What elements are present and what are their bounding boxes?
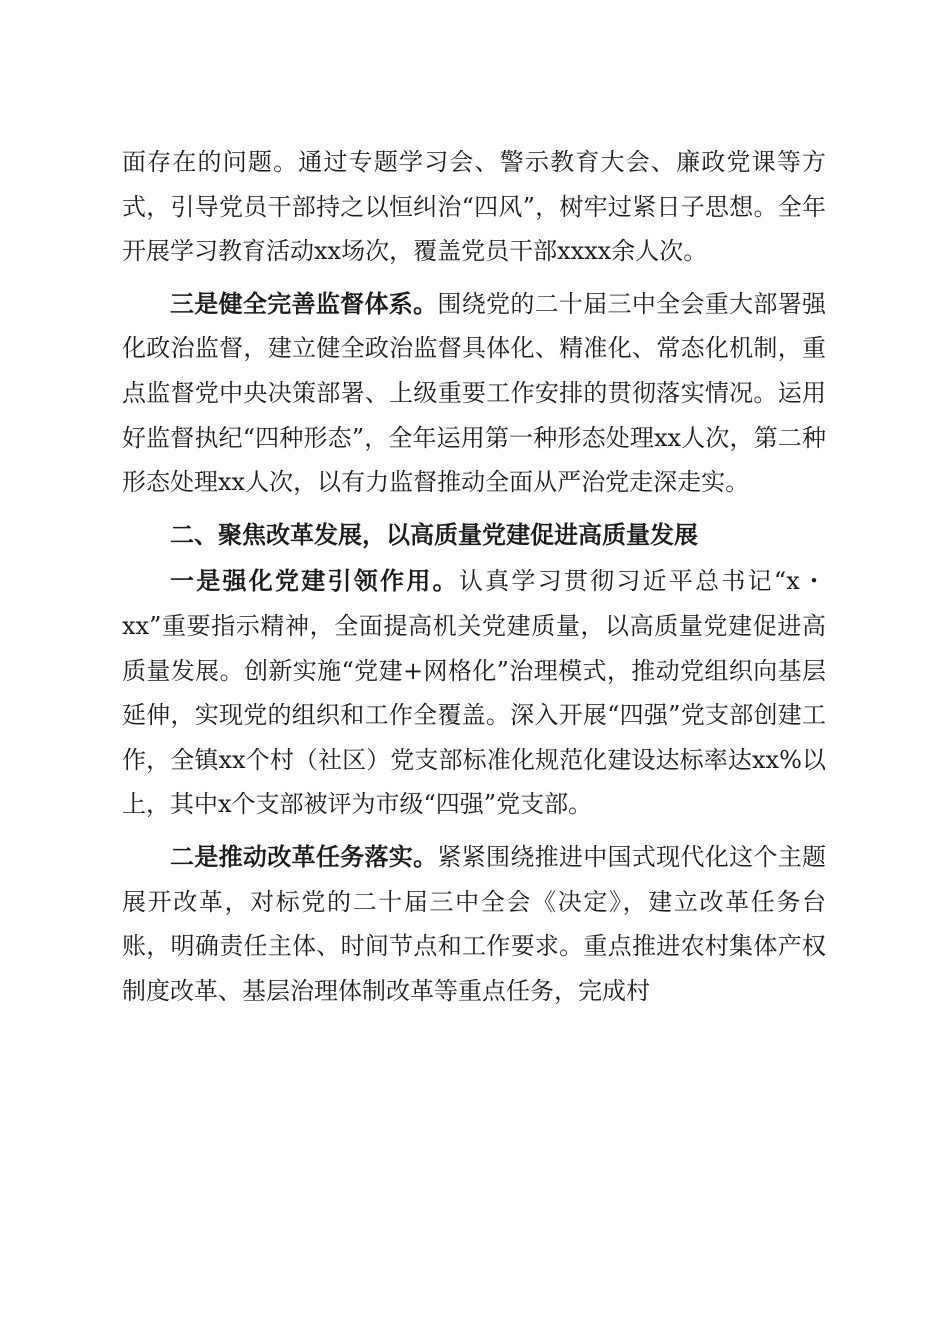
paragraph-text: 认真学习贯彻习近平总书记“x・xx”重要指示精神，全面提高机关党建质量，以高质量党建促进高质量发展。创新实施“党建+网格化”治理模式，推动党组织向基层延伸，实现党的组织和工作全覆盖。深入开展“四强”党支部创建工作，全镇xx个村（社区）党支部标准化规范化建设达标率达xx%以上，其中x个支部被评为市级“四强”党支部。 bbox=[122, 567, 826, 819]
paragraph-lead: 一是强化党建引领作用。 bbox=[170, 566, 459, 596]
paragraph-text: 紧紧围绕推进中国式现代化这个主题展开改革，对标党的二十届三中全会《决定》，建立改革任务台账，明确责任主体、时间节点和工作要求。重点推进农村集体产权制度改革、基层治理体制改革等重点任务，完成村 bbox=[122, 842, 827, 1005]
paragraph-text: 围绕党的二十届三中全会重大部署强化政治监督，建立健全政治监督具体化、精准化、常态化机制，重点监督党中央决策部署、上级重要工作安排的贯彻落实情况。运用好监督执纪“四种形态”，全年运用第一种形态处理xx人次，第二种形态处理xx人次，以有力监督推动全面从严治党走深走实。 bbox=[122, 289, 827, 497]
paragraph-text: 面存在的问题。通过专题学习会、警示教育大会、廉政党课等方式，引导党员干部持之以恒纠治“四风”，树牢过紧日子思想。全年开展学习教育活动xx场次，覆盖党员干部xxxx余人次。 bbox=[122, 148, 826, 266]
paragraph-supervision bbox=[122, 282, 826, 505]
paragraph-continuation bbox=[122, 140, 826, 274]
paragraph-party-building bbox=[122, 559, 826, 827]
paragraph-lead: 二是推动改革任务落实。 bbox=[170, 841, 438, 871]
document-body bbox=[122, 140, 826, 1021]
paragraph-reform bbox=[122, 835, 826, 1013]
section-heading: 二、聚焦改革发展，以高质量党建促进高质量发展 bbox=[170, 520, 698, 549]
paragraph-lead: 三是健全完善监督体系。 bbox=[170, 288, 438, 318]
